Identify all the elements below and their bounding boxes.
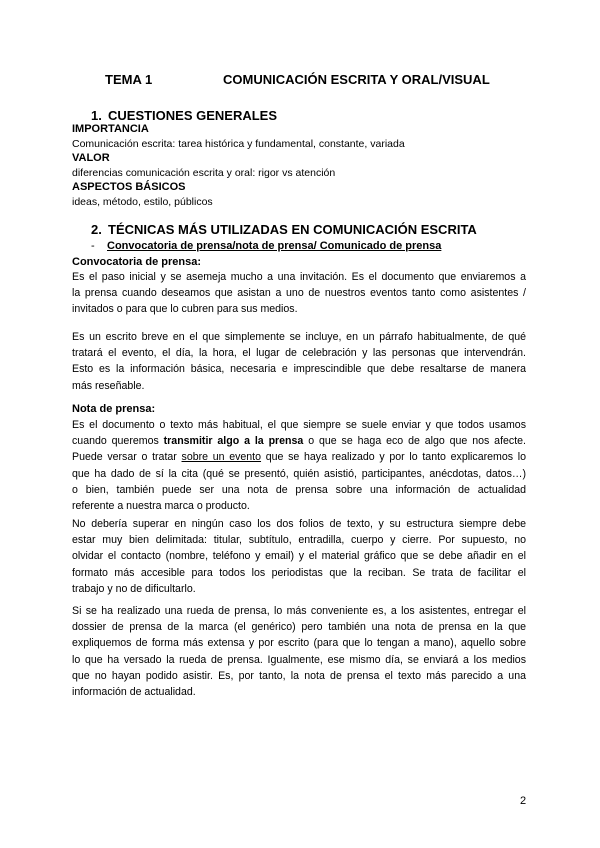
paragraph-line: Es el paso inicial y se asemeja mucho a una invitación. Es el documento que enviaremos a [72,271,526,283]
convocatoria-label: Convocatoria de prensa: [72,256,201,268]
underlined-phrase: sobre un evento [181,451,262,464]
paragraph-line: o bien, también puede ser una nota de prensa sobre una información de actualidad [72,483,526,496]
paragraph-line: estar muy bien delimitada: titular, subtítulo, entradilla, cuerpo y cierre. Por supuesto, no [72,534,526,547]
nota-label: Nota de prensa: [72,403,156,415]
paragraph-line: Es un escrito breve en el que simplemente se incluye, en un párrafo habitualmente, de qué [72,331,526,343]
convocatoria-paragraph-2 [72,329,526,394]
paragraph-line: formato más accesible para todos los periodistas que la reciban. Se trata de facilitar el [72,566,526,579]
bullet-dash: - [91,240,95,252]
aspectos-text: ideas, método, estilo, públicos [72,196,213,208]
paragraph-line [72,449,526,465]
paragraph-line: trabajo y no de dificultarlo. [72,582,196,595]
convocatoria-bullet [91,240,441,252]
importancia-text: Comunicación escrita: tarea histórica y fundamental, constante, variada [72,138,405,150]
importancia-label: IMPORTANCIA [72,123,149,135]
section-2-heading [91,222,477,237]
nota-paragraph-3 [72,603,526,700]
paragraph-line: más reseñable. [72,379,145,392]
paragraph-line: Es el documento o texto más habitual, el que siempre se suele enviar y que todos usamos [72,419,526,431]
page-number: 2 [520,795,527,807]
section-1-title: CUESTIONES GENERALES [108,108,278,123]
text-run: Puede versar o tratar [72,451,182,464]
section-1-number: 1. [91,108,102,123]
paragraph-line: lo que ha versado la rueda de prensa. Igualmente, ese mismo día, se enviará a los medios [72,653,526,666]
tema-label: TEMA 1 [105,72,153,87]
aspectos-label: ASPECTOS BÁSICOS [72,181,186,193]
paragraph-line: que ha dado de sí la cita (qué se presentó, quién asistió, participantes, anécdotas, datos…) [72,467,526,480]
paragraph-line: olvidar el contacto (nombre, teléfono y email) y el material gráfico que se debe añadir en el [72,550,526,563]
text-run: o que se haga eco de algo que nos afecte. [303,435,526,448]
text-run: cuando queremos [72,435,164,448]
document-header [0,72,600,90]
document-title: COMUNICACIÓN ESCRITA Y ORAL/VISUAL [223,72,490,87]
paragraph-line: invitados o para que lo cubren para sus medios. [72,303,298,316]
bullet-text: Convocatoria de prensa/nota de prensa/ Comunicado de prensa [107,240,442,252]
text-run: que se haya realizado y por lo tanto explicaremos lo [261,451,526,464]
paragraph-line: que no hayan podido asistir. Es, por tanto, la nota de prensa el texto más parecido a una [72,669,526,682]
paragraph-line: tratará el evento, el día, la hora, el lugar de celebración y las personas que intervendrán. [72,347,526,360]
valor-label: VALOR [72,152,110,164]
paragraph-line: la prensa cuando deseamos que asistan a uno de nuestros eventos tanto como asistentes / [72,287,526,300]
paragraph-line: expliquemos de forma más extensa y por escrito (para que lo tengan a mano), aquello sobre [72,637,526,650]
paragraph-line: No debería superar en ningún caso los dos folios de texto, y su estructura siempre debe [72,518,526,530]
paragraph-line: información de actualidad. [72,686,196,699]
paragraph-line: Esto es la información básica, necesaria e imprescindible que debe resaltarse de manera [72,363,526,376]
section-2-title: TÉCNICAS MÁS UTILIZADAS EN COMUNICACIÓN ESCRITA [108,222,477,237]
convocatoria-paragraph-1 [72,269,526,318]
paragraph-line: Si se ha realizado una rueda de prensa, lo más conveniente es, a los asistentes, entregar el [72,605,526,617]
paragraph-line [72,433,526,449]
section-1-heading [91,108,277,123]
nota-paragraph-1 [72,417,526,514]
section-2-number: 2. [91,222,102,237]
nota-paragraph-2 [72,516,526,597]
valor-text: diferencias comunicación escrita y oral: rigor vs atención [72,167,336,179]
paragraph-line: referente a nuestra marca o producto. [72,500,250,513]
paragraph-line: dossier de prensa de la marca (el genérico) pero también una nota de prensa en la que [72,621,526,634]
bold-phrase: transmitir algo a la prensa [163,435,304,448]
